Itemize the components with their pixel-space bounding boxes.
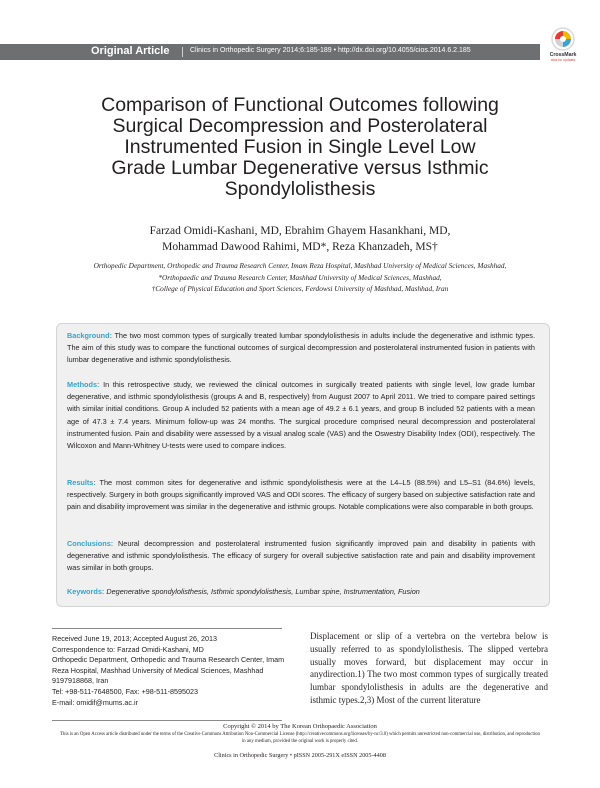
journal-issn: Clinics in Orthopedic Surgery • pISSN 2005-291X eISSN 2005-4408 (214, 752, 386, 759)
title-line: Spondylolisthesis (224, 178, 376, 200)
crossmark-sublabel: click for updates (550, 58, 576, 62)
correspondence-line: Correspondence to: Farzad Omidi-Kashani, MD (52, 644, 204, 654)
correspondence-line: Tel: +98-511-7648500, Fax: +98-511-8595023 (52, 686, 198, 696)
abstract-heading: Conclusions: (67, 539, 114, 548)
received-dates: Received June 19, 2013; Accepted August 26, 2013 (52, 634, 218, 643)
introduction-text: Displacement or slip of a vertebra on the vertebra below is usually referred to as spondylolisthesis. The slipped vertebra usually moves forward, but displacement may occur in anydirection.1) The two most common types of surgically treated lumbar spondylolisthesis in adults are the degenerative and isthmic types.2,3) Most of the current literature (310, 631, 548, 705)
affiliation-line: *Orthopaedic and Trauma Research Center, Mashhad University of Medical Sciences, Mashhad, (158, 272, 442, 282)
copyright-notice: Copyright © 2014 by The Korean Orthopaedic Association (223, 723, 377, 730)
abstract-heading: Methods: (67, 380, 100, 389)
title-line: Grade Lumbar Degenerative versus Isthmic (111, 157, 489, 179)
correspondence-line: Reza Hospital, Mashhad University of Medical Sciences, Mashhad (52, 665, 264, 675)
crossmark-label: CrossMark (549, 52, 577, 58)
journal-citation: Clinics in Orthopedic Surgery 2014;6:185-189 • http://dx.doi.org/10.4055/cios.2014.6.2.185 (190, 47, 471, 54)
correspondence-line: Orthopedic Department, Orthopedic and Trauma Research Center, Imam (52, 655, 285, 665)
correspondence-line: 9197918868, Iran (52, 676, 109, 686)
crossmark-icon (546, 26, 580, 62)
abstract-conclusions: Conclusions: Neural decompression and posterolateral instrumented fusion significantly improved pain and disability in patients with degenerative and isthmic spondylolisthesis. The efficacy of surgery for overall subjective satisfaction rate and pain and disability improvement was similar in both groups. (67, 539, 535, 573)
author-line: Farzad Omidi-Kashani, MD, Ebrahim Ghayem Hasankhani, MD, (149, 225, 451, 237)
abstract-methods: Methods: In this retrospective study, we reviewed the clinical outcomes in surgically treated patients with single level, low grade lumbar degenerative, and isthmic spondylolisthesis (groups A and B, respectively) from August 2007 to April 2011. We tried to compare paired settings with similar initial conditions. Group A included 52 patients with a mean age of 49.2 ± 6.1 years, and group B included 52 patients with a mean age of 47.3 ± 7.4 years. Minimum follow-up was 24 months. The surgical procedure comprised neural decompression and posterolateral instrumented fusion. Pain and disability were assessed by a visual analog scale (VAS) and the Oswestry Disability Index (ODI), respectively. The Wilcoxon and Mann-Whitney U-tests were used to compare indices. (67, 380, 535, 451)
divider (52, 720, 282, 721)
crossmark-badge[interactable] (546, 26, 580, 62)
divider (52, 628, 282, 629)
abstract-box (56, 323, 550, 607)
header-band (0, 44, 540, 60)
article-type-label: Original Article (91, 45, 170, 57)
abstract-heading: Keywords: (67, 587, 105, 596)
abstract-background: Background: The two most common types of surgically treated lumbar spondylolisthesis in adults include the degenerative and isthmic types. The aim of this study was to compare the functional outcomes of surgical decompression and posterolateral instrumented fusion in patients with lumbar degenerative and isthmic spondylolisthesis. (67, 331, 535, 365)
correspondence-block (52, 634, 292, 708)
abstract-heading: Background: (67, 331, 112, 340)
title-line: Surgical Decompression and Posterolateral (112, 115, 488, 137)
title-line: Instrumented Fusion in Single Level Low (124, 136, 476, 158)
author-line: Mohammad Dawood Rahimi, MD*, Reza Khanzadeh, MS† (162, 241, 438, 253)
affiliations (56, 260, 544, 295)
article-title (40, 95, 560, 200)
title-line: Comparison of Functional Outcomes following (101, 94, 499, 116)
license-notice: This is an Open Access article distributed under the terms of the Creative Commons Attribution Non-Commercial License (http://creativecommons.org/licenses/by-nc/3.0) which permits unrestricted non-commercial use, distribution, and reproduction in any medium, provided the original work is properly cited. (60, 732, 540, 744)
affiliation-line: Orthopedic Department, Orthopedic and Trauma Research Center, Imam Reza Hospital, Mashhad University of Medical Sciences, Mashhad, (93, 261, 507, 270)
correspondence-email[interactable]: E-mail: omidif@mums.ac.ir (52, 697, 138, 707)
abstract-keywords: Keywords: Degenerative spondylolisthesis, Isthmic spondylolisthesis, Lumbar spine, Instrumentation, Fusion (67, 587, 420, 596)
abstract-results: Results: The most common sites for degenerative and isthmic spondylolisthesis were at the L4–L5 (88.5%) and L5–S1 (84.6%) levels, respectively. Surgery in both groups significantly improved VAS and ODI scores. The efficacy of surgery based on subjective satisfaction rate and pain and disability improvement was similar in the degenerative and isthmic groups. Notable complications were also comparable in both groups. (67, 478, 535, 512)
author-list (90, 223, 510, 255)
abstract-heading: Results: (67, 478, 96, 487)
header-divider (182, 47, 183, 57)
affiliation-line: †College of Physical Education and Sport Sciences, Ferdowsi University of Mashhad, Mashhad, Iran (151, 284, 449, 293)
